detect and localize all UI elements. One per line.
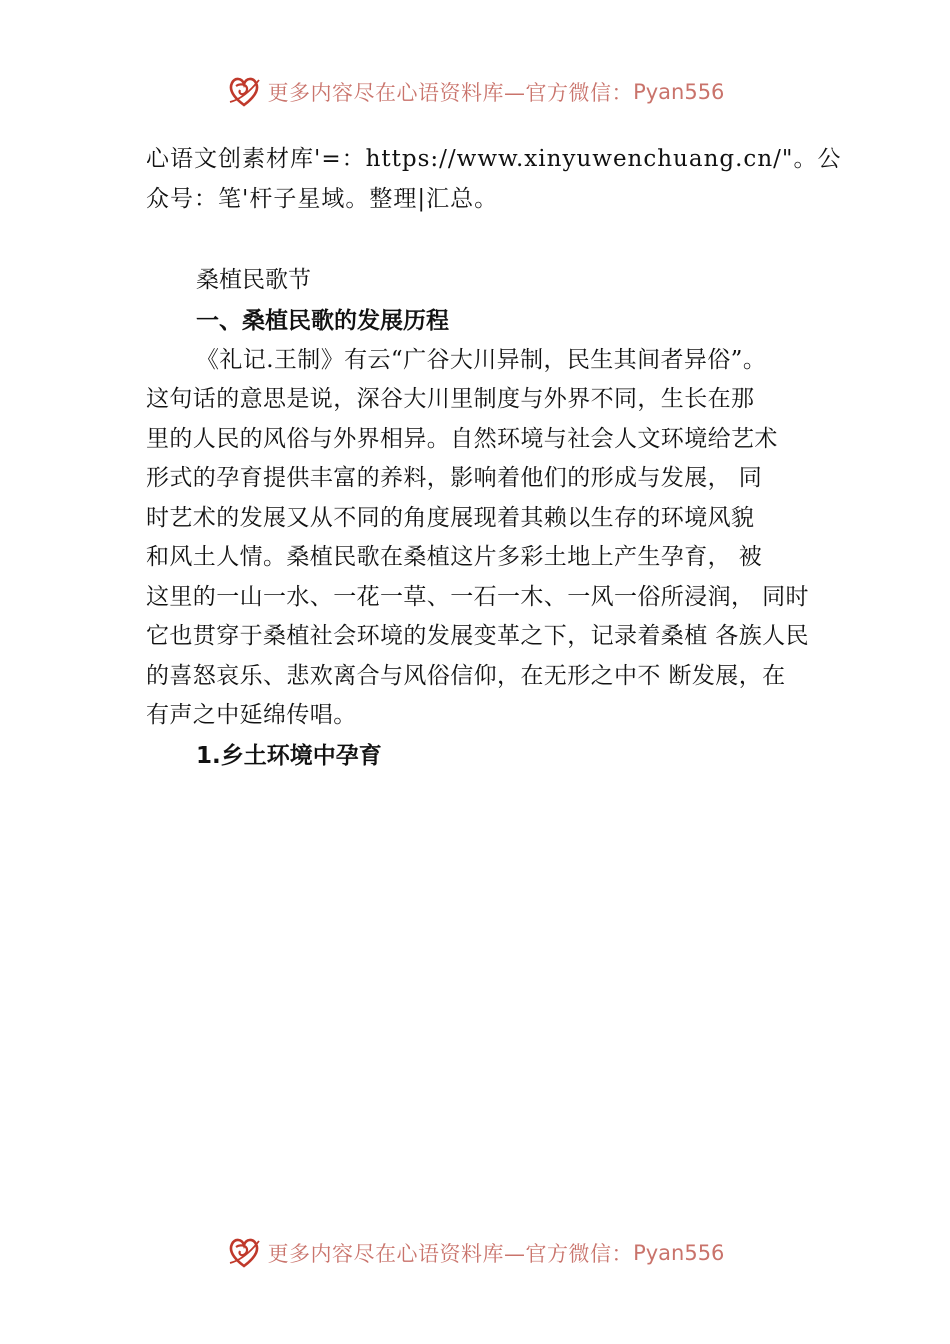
paragraph-line: 有声之中延绵传唱。 <box>146 702 357 728</box>
intro-line: 心语文创素材库'=：https://www.xinyuwenchuang.cn/"。公 <box>146 146 842 172</box>
document-body <box>146 140 842 776</box>
heart-swirl-logo-icon <box>226 74 262 110</box>
section-label: 桑植民歌节 <box>196 267 311 293</box>
intro-line: 众号：笔'杆子星域。整理|汇总。 <box>146 185 499 212</box>
paragraph-line: 的喜怒哀乐、悲欢离合与风俗信仰，在无形之中不 断发展，在 <box>146 662 786 689</box>
banner-wechat-id: Pyan556 <box>633 1241 725 1265</box>
paragraph-line: 这句话的意思是说，深谷大川里制度与外界不同，生长在那 <box>146 386 755 412</box>
banner-text: 更多内容尽在心语资料库—官方微信： <box>267 81 634 105</box>
paragraph-line: 和风土人情。桑植民歌在桑植这片多彩土地上产生孕育， 被 <box>146 544 763 570</box>
paragraph-line: 《礼记.王制》有云“广谷大川异制，民生其间者异俗”。 <box>196 346 767 373</box>
paragraph-line: 它也贯穿于桑植社会环境的发展变革之下，记录着桑植 各族人民 <box>146 623 809 649</box>
paragraph-line: 这里的一山一水、一花一草、一石一木、一风一俗所浸润， 同时 <box>146 583 809 610</box>
footer-banner <box>0 1231 950 1275</box>
header-banner <box>0 70 950 114</box>
paragraph <box>146 341 830 736</box>
heart-swirl-logo-icon <box>226 1235 262 1271</box>
banner-wechat-id: Pyan556 <box>633 80 725 104</box>
intro-block <box>146 140 842 219</box>
banner-text: 更多内容尽在心语资料库—官方微信： <box>267 1242 634 1266</box>
paragraph-line: 时艺术的发展又从不同的角度展现着其赖以生存的环境风貌 <box>146 504 755 531</box>
heading-level-1: 一、桑植民歌的发展历程 <box>196 307 449 334</box>
paragraph-line: 里的人民的风俗与外界相异。自然环境与社会人文环境给艺术 <box>146 425 778 452</box>
heading-level-2: 1.乡土环境中孕育 <box>196 742 382 769</box>
paragraph-line: 形式的孕育提供丰富的养料，影响着他们的形成与发展， 同 <box>146 465 763 491</box>
